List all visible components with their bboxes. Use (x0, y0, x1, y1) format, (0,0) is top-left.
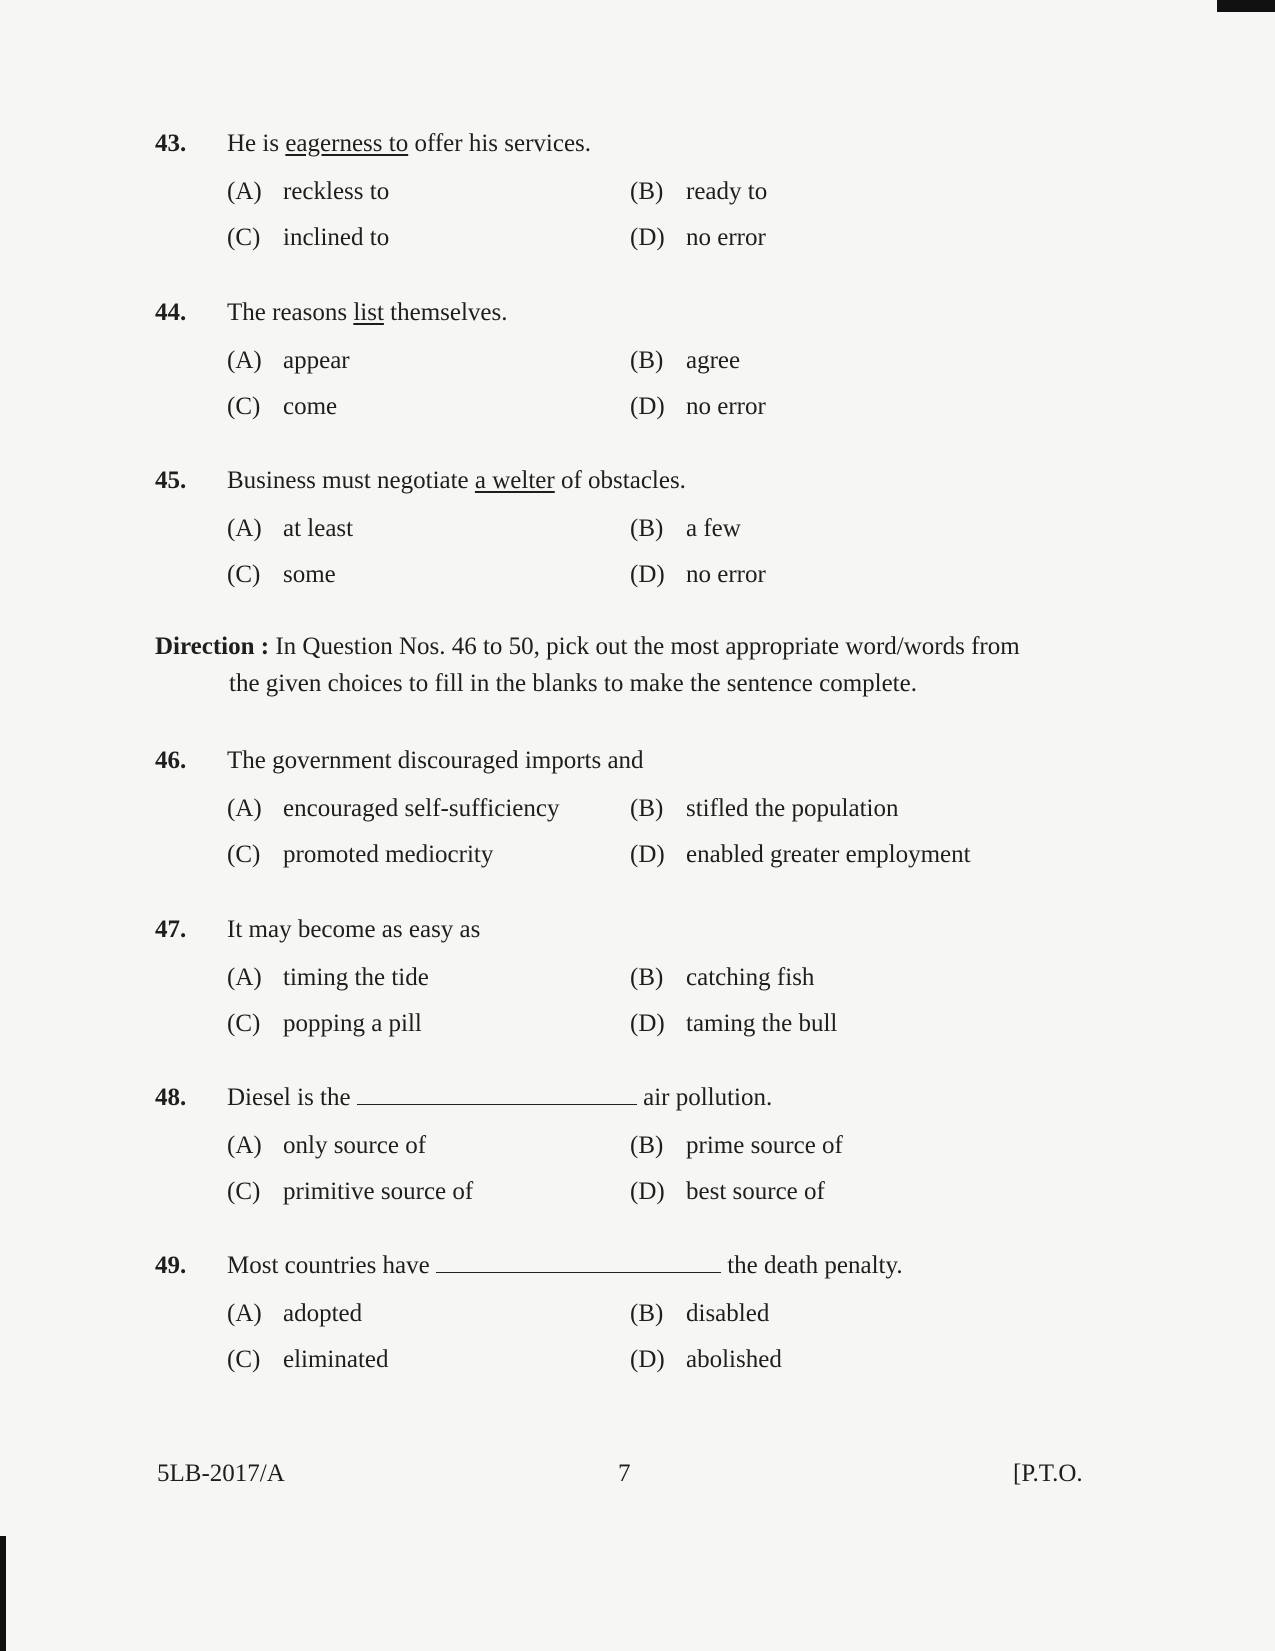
option-text: enabled greater employment (686, 841, 971, 868)
question-text (227, 128, 591, 160)
option-label: (B) (630, 515, 664, 542)
option-b[interactable] (630, 1130, 843, 1162)
direction-line-1 (155, 628, 1115, 665)
pto-label: [P.T.O. (1013, 1460, 1083, 1487)
option-text: primitive source of (283, 1178, 474, 1205)
option-label: (A) (227, 1300, 262, 1327)
option-text: no error (686, 393, 766, 420)
option-b[interactable] (630, 345, 740, 377)
option-label: (C) (227, 393, 261, 420)
option-a[interactable] (227, 1130, 426, 1162)
option-label: (B) (630, 1132, 664, 1159)
option-a[interactable] (227, 962, 429, 994)
option-b[interactable] (630, 962, 814, 994)
option-label: (C) (227, 1346, 261, 1373)
option-label: (B) (630, 347, 664, 374)
option-text: no error (686, 224, 766, 251)
option-text: ready to (686, 178, 768, 205)
option-a[interactable] (227, 176, 389, 208)
option-label: (D) (630, 841, 665, 868)
option-label: (B) (630, 964, 664, 991)
question-text-pre: Business must negotiate (227, 467, 475, 494)
footer-code: 5LB-2017/A (157, 1460, 285, 1487)
option-label: (D) (630, 1010, 665, 1037)
option-text: stifled the population (686, 795, 899, 822)
option-d[interactable] (630, 1008, 837, 1040)
option-c[interactable] (227, 839, 493, 871)
question-number: 49. (155, 1252, 187, 1279)
option-text: a few (686, 515, 741, 542)
option-text: only source of (283, 1132, 427, 1159)
option-b[interactable] (630, 793, 898, 825)
answer-blank[interactable] (436, 1250, 721, 1273)
option-a[interactable] (227, 345, 350, 377)
question-text-post: themselves. (383, 299, 508, 326)
direction-text: In Question Nos. 46 to 50, pick out the most appropriate word/words from (269, 633, 1020, 660)
option-d[interactable] (630, 1344, 782, 1376)
option-d[interactable] (630, 559, 766, 591)
option-label: (D) (630, 561, 665, 588)
option-text: catching fish (686, 964, 815, 991)
option-d[interactable] (630, 1176, 825, 1208)
question-number: 44. (155, 299, 187, 326)
option-text: reckless to (283, 178, 390, 205)
option-text: some (283, 561, 336, 588)
question-text (227, 1082, 772, 1114)
scan-edge-mark-left (0, 1536, 6, 1651)
option-label: (D) (630, 1178, 665, 1205)
underlined-phrase: a welter (474, 467, 555, 494)
option-text: no error (686, 561, 766, 588)
option-text: inclined to (283, 224, 390, 251)
question-number: 48. (155, 1084, 187, 1111)
option-text: disabled (686, 1300, 770, 1327)
option-label: (C) (227, 561, 261, 588)
option-c[interactable] (227, 559, 336, 591)
scan-edge-mark (1217, 0, 1275, 12)
option-label: (B) (630, 795, 664, 822)
underlined-phrase: list (353, 299, 384, 326)
option-label: (A) (227, 1132, 262, 1159)
option-label: (A) (227, 795, 262, 822)
option-c[interactable] (227, 1344, 389, 1376)
option-text: timing the tide (283, 964, 429, 991)
option-label: (C) (227, 1178, 261, 1205)
option-a[interactable] (227, 1298, 362, 1330)
option-label: (B) (630, 178, 664, 205)
question-text-pre: Diesel is the (227, 1084, 351, 1111)
option-text: appear (283, 347, 350, 374)
option-a[interactable] (227, 793, 560, 825)
question-text-post: the death penalty. (727, 1252, 903, 1279)
question-text-post: of obstacles. (554, 467, 686, 494)
direction-label: Direction : (155, 633, 270, 660)
question-text-pre: He is (227, 130, 286, 157)
option-label: (C) (227, 841, 261, 868)
option-text: agree (686, 347, 741, 374)
question-text-pre: Most countries have (227, 1252, 430, 1279)
option-text: at least (283, 515, 354, 542)
question-text-post: air pollution. (643, 1084, 773, 1111)
option-label: (C) (227, 1010, 261, 1037)
answer-blank[interactable] (357, 1082, 637, 1105)
option-text: taming the bull (686, 1010, 838, 1037)
question-text (227, 465, 686, 497)
option-text: eliminated (283, 1346, 389, 1373)
direction-line-2: the given choices to fill in the blanks to make the sentence complete. (229, 670, 917, 697)
question-text: The government discouraged imports and (227, 747, 644, 774)
option-c[interactable] (227, 391, 337, 423)
option-text: popping a pill (283, 1010, 422, 1037)
option-d[interactable] (630, 222, 766, 254)
question-number: 46. (155, 747, 187, 774)
option-label: (A) (227, 178, 262, 205)
option-text: abolished (686, 1346, 782, 1373)
option-a[interactable] (227, 513, 353, 545)
question-text-post: offer his services. (408, 130, 592, 157)
question-number: 43. (155, 130, 187, 157)
option-b[interactable] (630, 513, 741, 545)
option-label: (D) (630, 393, 665, 420)
option-text: promoted mediocrity (283, 841, 494, 868)
question-number: 47. (155, 916, 187, 943)
option-label: (A) (227, 515, 262, 542)
page-number: 7 (618, 1460, 631, 1487)
underlined-phrase: eagerness to (285, 130, 409, 157)
option-label: (B) (630, 1300, 664, 1327)
option-d[interactable] (630, 839, 971, 871)
option-text: best source of (686, 1178, 825, 1205)
question-text (227, 1250, 903, 1282)
option-label: (A) (227, 964, 262, 991)
option-label: (C) (227, 224, 261, 251)
question-text: It may become as easy as (227, 916, 481, 943)
question-text (227, 297, 508, 329)
option-c[interactable] (227, 1008, 422, 1040)
question-text-pre: The reasons (227, 299, 354, 326)
option-d[interactable] (630, 391, 766, 423)
option-label: (D) (630, 224, 665, 251)
option-b[interactable] (630, 176, 767, 208)
option-text: encouraged self-sufficiency (283, 795, 560, 822)
option-label: (D) (630, 1346, 665, 1373)
option-text: prime source of (686, 1132, 843, 1159)
option-c[interactable] (227, 1176, 473, 1208)
option-text: come (283, 393, 338, 420)
option-text: adopted (283, 1300, 363, 1327)
option-b[interactable] (630, 1298, 769, 1330)
option-c[interactable] (227, 222, 389, 254)
direction-block (155, 628, 1115, 702)
option-label: (A) (227, 347, 262, 374)
question-number: 45. (155, 467, 187, 494)
